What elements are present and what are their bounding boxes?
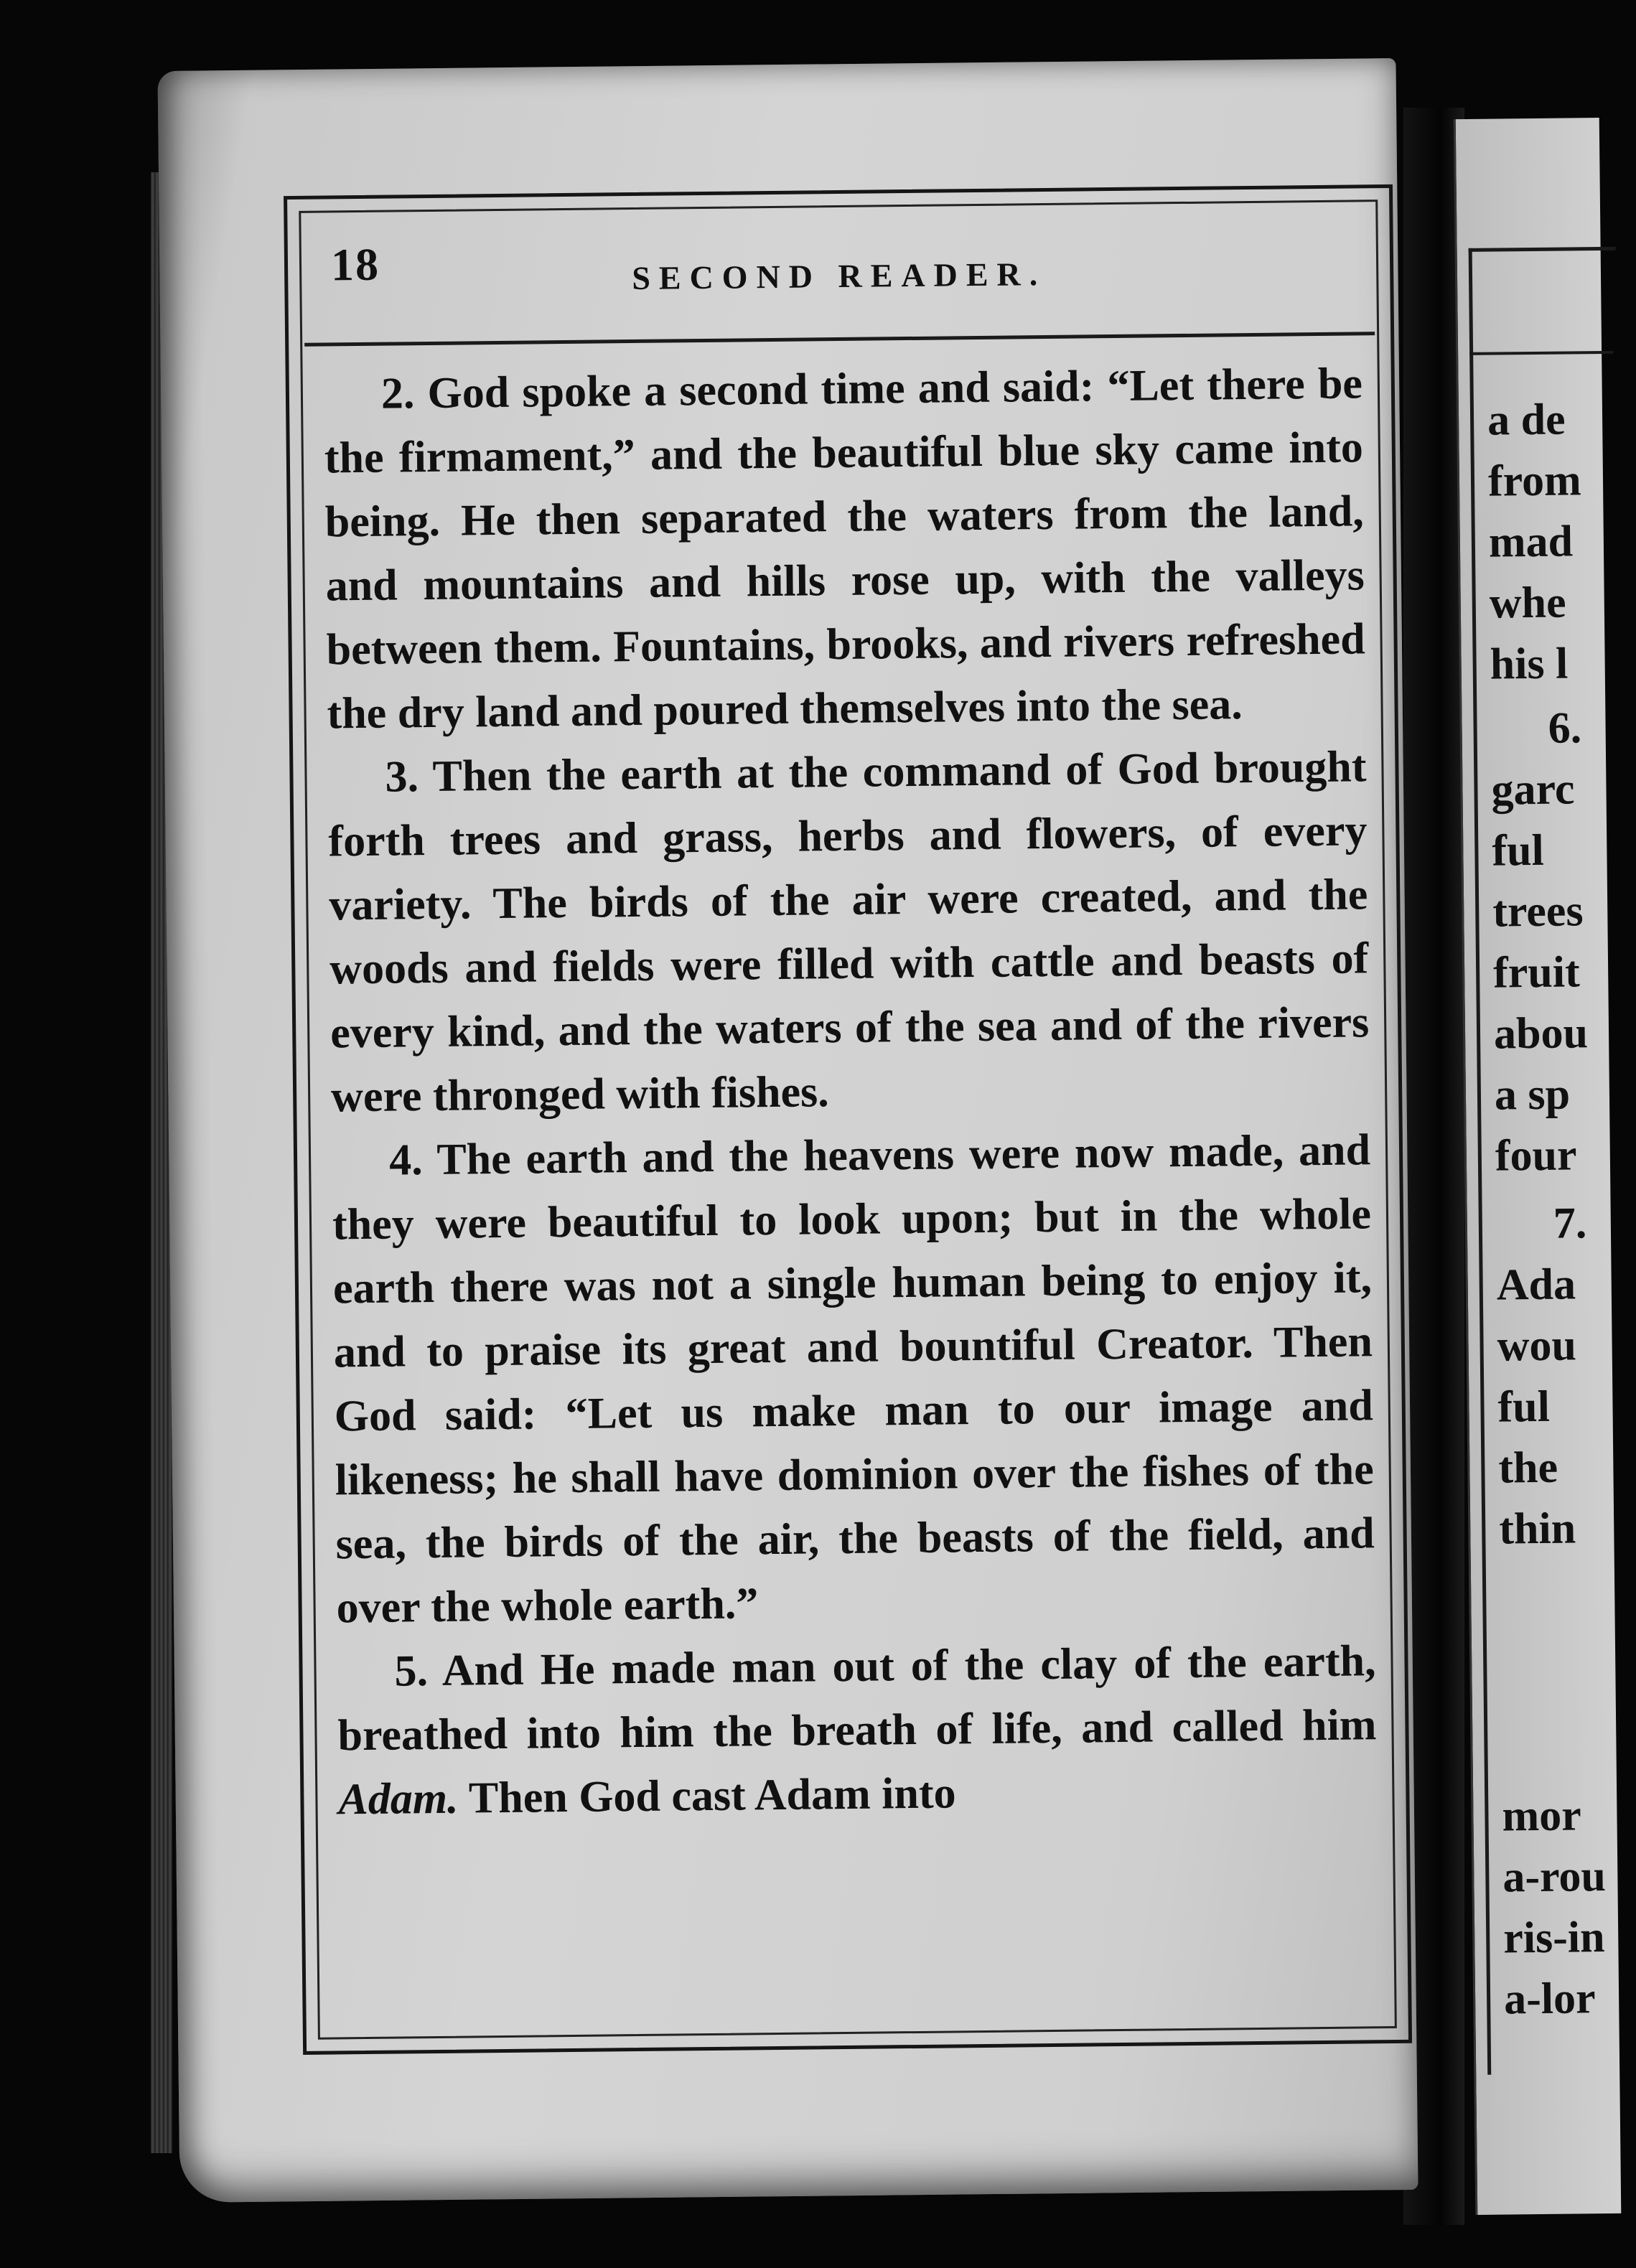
running-head: SECOND READER. <box>632 255 1047 297</box>
adjacent-line: four <box>1495 1130 1577 1181</box>
paragraph-2: 2. God spoke a second time and said: “Let there be the firmament,” and the beautiful blue sky came into being. He then separated the waters from the land, and mountains and hills rose up, with the valleys between them. Fountains, brooks, and rivers refreshed the dry land and poured themselves into the sea. <box>324 359 1365 739</box>
adjacent-line: the <box>1498 1443 1558 1493</box>
paragraph-3: 3. Then the earth at the command of God brought forth trees and grass, herbs and flowers, of every variety. The birds of the air were created, and the woods and fields were filled with cattle and beasts of every kind, and the waters of the sea and of the rivers were thronged with fishes. <box>328 742 1370 1122</box>
adjacent-line: a-lor <box>1503 1974 1596 2024</box>
body-text <box>323 352 1377 1832</box>
paragraph-5 <box>337 1629 1378 1832</box>
adjacent-line: ris-in <box>1502 1913 1605 1963</box>
adjacent-line: ful <box>1492 825 1545 876</box>
adjacent-line: 7. <box>1553 1199 1587 1248</box>
adjacent-line: 6. <box>1548 703 1582 753</box>
adjacent-line: Ada <box>1496 1260 1576 1310</box>
adjacent-line: mor <box>1502 1791 1582 1841</box>
page-number: 18 <box>330 238 380 291</box>
adjacent-line: from <box>1487 456 1582 506</box>
adjacent-line: abou <box>1493 1008 1589 1059</box>
paragraph-5-end: Then God cast Adam into <box>458 1768 956 1823</box>
adjacent-line: whe <box>1489 578 1566 628</box>
adjacent-line: ful <box>1497 1382 1551 1432</box>
adjacent-line: thin <box>1498 1504 1576 1554</box>
adjacent-line: fruit <box>1492 947 1581 998</box>
paragraph-4: 4. The earth and the heavens were now made, and they were beautiful to look upon; but in the whole earth there was not a single human being to enjoy it, and to praise its great and bountiful Creator. Then God said: “Let us make man to our image and likeness; he shall have dominion over the fishes of the sea, the birds of the air, the beasts of the field, and over the whole earth.” <box>332 1125 1375 1633</box>
adjacent-line: wou <box>1497 1321 1577 1371</box>
adjacent-line: a de <box>1487 395 1566 445</box>
adjacent-line: mad <box>1488 517 1574 567</box>
page-border <box>284 184 1412 2055</box>
adjacent-line: his l <box>1490 639 1569 689</box>
adjacent-line: trees <box>1492 886 1584 937</box>
adjacent-page <box>1454 118 1622 2215</box>
adjacent-line: garc <box>1491 764 1575 815</box>
paragraph-5-start: 5. And He made man out of the clay of the earth, breathed into him the breath of life, and called him <box>337 1636 1377 1761</box>
adjacent-line: a sp <box>1494 1069 1571 1120</box>
name-adam: Adam. <box>338 1773 459 1824</box>
adjacent-line: a-rou <box>1502 1852 1607 1902</box>
